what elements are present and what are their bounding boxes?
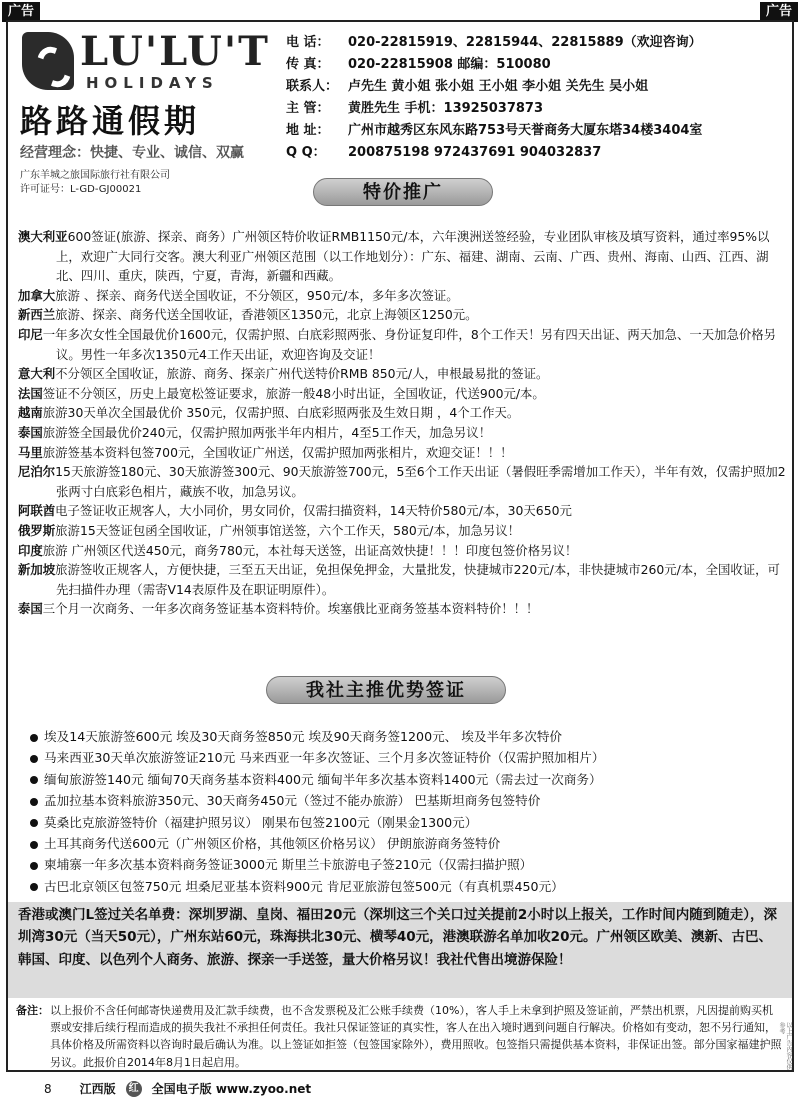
visa-item: 柬埔寨一年多次基本资料商务签证3000元 斯里兰卡旅游电子签210元（仅需扫描护照）: [30, 854, 790, 875]
offer-item: 印度旅游 广州领区代送450元，商务780元，本社每天送签，出证高效快捷！！！印度包签价格另议！: [18, 542, 578, 558]
offer-item: 泰国三个月一次商务、一年多次商务签证基本资料特价。埃塞俄比亚商务签基本资料特价！！！: [18, 601, 539, 617]
contact-row-phone: 电 话： 020-22815919、22815944、22815889（欢迎咨询）: [286, 35, 702, 50]
contact-row-manager: 主 管： 黄胜先生 手机：13925037873: [286, 101, 544, 116]
contact-row-fax: 传 真： 020-22815908 邮编：510080: [286, 57, 551, 72]
visa-item: 孟加拉基本资料旅游350元、30天商务450元（签过不能办旅游） 巴基斯坦商务包签特价: [30, 790, 790, 811]
edition-badge-icon: 红: [126, 1081, 142, 1097]
website-link[interactable]: 全国电子版 www.zyoo.net: [151, 1082, 312, 1096]
special-offers-list: [18, 227, 788, 619]
bullet-icon: [30, 755, 38, 763]
banner-special-offers: 特价推广: [313, 178, 493, 206]
offer-item: 印尼一年多次女性全国最优价1600元，仅需护照、白底彩照两张、身份证复印件，8个工作天！另有四天出证、两天加急、一天加急价格另议。男性一年多次1350元4工作天出证，欢迎咨询及交证！: [18, 326, 777, 362]
bullet-icon: [30, 798, 38, 806]
notes: [16, 1002, 782, 1071]
visa-item: 埃及14天旅游签600元 埃及30天商务签850元 埃及90天商务签1200元、 埃及半年多次特价: [30, 726, 790, 747]
offer-item: 意大利不分领区全国收证，旅游、商务、探亲广州代送特价RMB 850元/人，申根最易批的签证。: [18, 366, 549, 382]
business-slogan: 经营理念：快捷、专业、诚信、双赢: [20, 145, 244, 161]
visa-item: 土耳其商务代送600元（广州领区价格，其他领区价格另议） 伊朗旅游商务签特价: [30, 833, 790, 854]
offer-item: 马里旅游签基本资料包签700元，全国收证广州送，仅需护照加两张相片，欢迎交证！！！: [18, 444, 513, 460]
lulutong-logo-icon: [22, 32, 74, 90]
offer-item: 新西兰旅游、探亲、商务代送全国收证，香港领区1350元，北京上海领区1250元。: [18, 307, 478, 323]
featured-visas-list: [30, 726, 790, 897]
ad-tag-left: 广告: [2, 2, 40, 22]
visa-item: 缅甸旅游签140元 缅甸70天商务基本资料400元 缅甸半年多次基本资料1400元（需去过一次商务）: [30, 769, 790, 790]
contact-row-qq: Q Q： 200875198 972437691 904032837: [286, 145, 602, 160]
ad-tag-right: 广告: [760, 2, 798, 22]
bullet-icon: [30, 776, 38, 784]
side-disclaimer: 以上广告内容仅供参考: [778, 1022, 792, 1070]
license-number: 许可证号：L-GD-GJ00021: [20, 184, 142, 195]
bullet-icon: [30, 862, 38, 870]
bullet-icon: [30, 819, 38, 827]
offer-item: 越南旅游30天单次全国最优价 350元，仅需护照、白底彩照两张及生效日期 ，4个工作天。: [18, 405, 520, 421]
banner-featured-visas: 我社主推优势签证: [266, 676, 506, 704]
edition-label: 江西版: [79, 1082, 116, 1096]
contact-info: [286, 32, 786, 164]
bullet-icon: [30, 734, 38, 742]
bullet-icon: [30, 841, 38, 849]
visa-item: 古巴北京领区包签750元 坦桑尼亚基本资料900元 肯尼亚旅游包签500元（有真机票450元）: [30, 876, 790, 897]
page-footer: [44, 1080, 311, 1097]
offer-item: 阿联酋电子签证收正规客人，大小同价，男女同价，仅需扫描资料，14天特价580元/本，30天650元: [18, 503, 572, 519]
company-name: 广东羊城之旅国际旅行社有限公司: [20, 170, 170, 181]
notes-label: 备注：: [16, 1004, 49, 1017]
page-number: 8: [44, 1081, 52, 1096]
visa-item: 莫桑比克旅游签特价（福建护照另议） 刚果布包签2100元（刚果金1300元）: [30, 812, 790, 833]
logo-chinese-name: 路路通假期: [20, 102, 201, 140]
hk-macau-info-box: [8, 902, 792, 998]
contact-row-address: 地 址： 广州市越秀区东风东路753号天誉商务大厦东塔34楼3404室: [286, 123, 703, 138]
offer-item: 澳大利亚600签证(旅游、探亲、商务）广州领区特价收证RMB1150元/本，六年澳洲送签经验，专业团队审核及填写资料，通过率95%以上，欢迎广大同行交客。澳大利亚广州领区范围（以工作地划分）：广东、福建、湖南、云南、广西、贵州、海南、山西、江西、湖北、四川、重庆，陕西，宁夏，青海，新疆和西藏。: [18, 229, 770, 284]
offer-item: 俄罗斯旅游15天签证包函全国收证，广州领事馆送签，六个工作天，580元/本，加急另议！: [18, 522, 521, 538]
offer-item: 加拿大旅游 、探亲、商务代送全国收证，不分领区，950元/本，多年多次签证。: [18, 287, 459, 303]
offer-item: 泰国旅游签全国最优价240元，仅需护照加两张半年内相片，4至5工作天，加急另议！: [18, 424, 492, 440]
bullet-icon: [30, 883, 38, 891]
offer-item: 法国签证不分领区，历史上最宽松签证要求，旅游一般48小时出证，全国收证，代送900元/本。: [18, 385, 545, 401]
logo-subtitle: HOLIDAYS: [86, 74, 219, 92]
contact-row-contacts: 联系人： 卢先生 黄小姐 张小姐 王小姐 李小姐 关先生 吴小姐: [286, 79, 649, 94]
offer-item: 新加坡旅游签收正规客人，方便快捷，三至五天出证，免担保免押金，大量批发，快捷城市220元/本，非快捷城市260元/本，全国收证，可先扫描件办理（需寄V14表原件及在职证明原件）。: [18, 562, 780, 597]
notes-text: 以上报价不含任何邮寄快递费用及汇款手续费，也不含发票税及汇公账手续费（10%），客人手上未拿到护照及签证前，严禁出机票，凡因提前购买机票或安排后续行程而造成的损失我社不承担任何责任。我社只保证签证的真实性，客人在出入境时遇到问题自行解决。价格如有变动，恕不另行通知，具体价格及所需资料以咨询时最后确认为准。以上签证如拒签（包签国家除外），费用照收。包签指只需提供基本资料，非保证出签。部分国家福建护照另议。此报价自2014年8月1日起启用。: [50, 1004, 782, 1069]
visa-item: 马来西亚30天单次旅游签证210元 马来西亚一年多次签证、三个月多次签证特价（仅需护照加相片）: [30, 747, 790, 768]
logo-name: LU'LU'T: [80, 28, 270, 75]
offer-item: 尼泊尔15天旅游签180元、30天旅游签300元、90天旅游签700元，5至6个工作天出证（暑假旺季需增加工作天），半年有效，仅需护照加2张两寸白底彩色相片，藏族不收，加急另议。: [18, 464, 786, 499]
logo-block: [18, 28, 278, 195]
ad-frame: [6, 20, 794, 1072]
hk-macau-info-text: 香港或澳门L签过关名单费：深圳罗湖、皇岗、福田20元（深圳这三个关口过关提前2小时以上报关，工作时间内随到随走），深圳湾30元（当天50元），广州东站60元，珠海拱北30元、横琴40元，港澳联游名单加收20元。广州领区欧美、澳新、古巴、韩国、印度、以色列个人商务、旅游、探亲一手送签，量大价格另议！我社代售出境游保险！: [18, 907, 778, 968]
